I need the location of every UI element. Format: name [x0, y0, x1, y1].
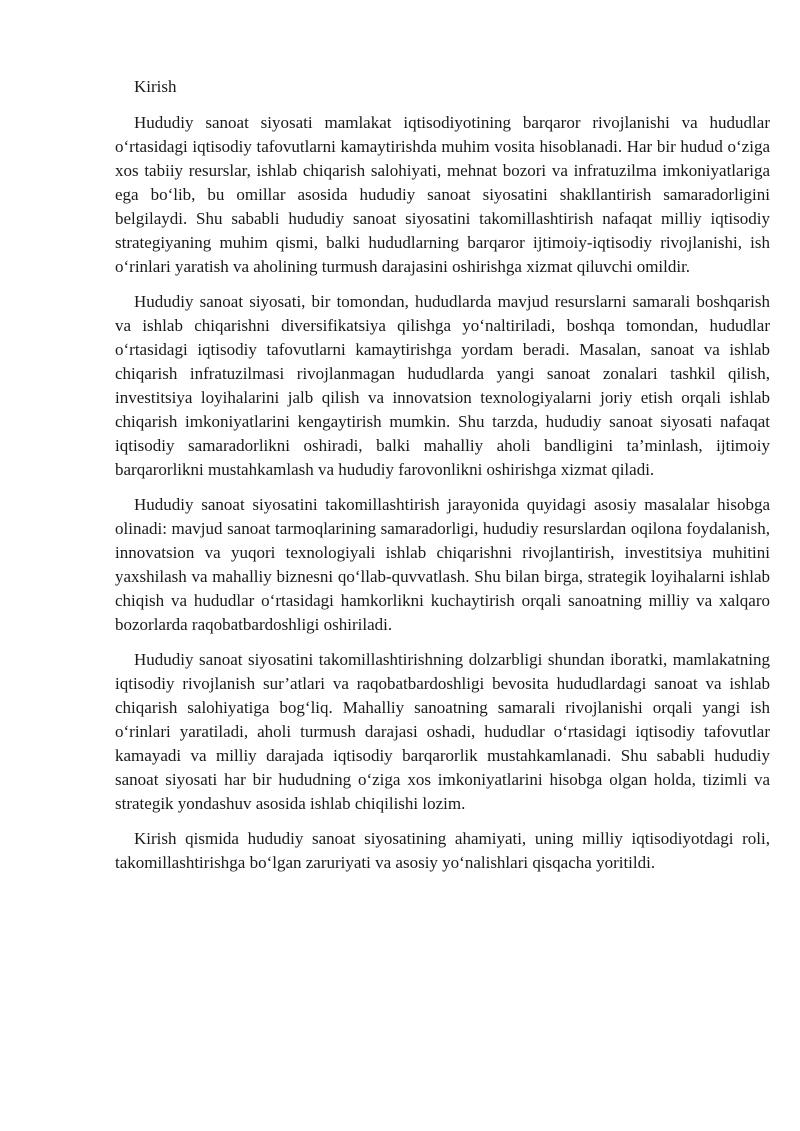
- paragraph-5: Kirish qismida hududiy sanoat siyosatining ahamiyati, uning milliy iqtisodiyotdagi roli, takomillashtirishga bo‘lgan zaruriyati va asosiy yo‘nalishlari qisqacha yoritildi.: [115, 829, 770, 872]
- section-heading: Kirish: [134, 77, 177, 96]
- document-body: [115, 111, 770, 886]
- paragraph-3: Hududiy sanoat siyosatini takomillashtirish jarayonida quyidagi asosiy masalalar hisobga olinadi: mavjud sanoat tarmoqlarining samaradorligi, hududiy resurslardan oqilona foydalanish, innovatsion va yuqori texnologiyali ishlab chiqarishni rivojlantirish, investitsiya muhitini yaxshilash va mahalliy biznesni qo‘llab-quvvatlash. Shu bilan birga, strategik loyihalarni ishlab chiqish va hududlar o‘rtasidagi hamkorlikni kuchaytirish orqali sanoatning milliy va xalqaro bozorlarda raqobatbardoshligi oshiriladi.: [115, 495, 770, 634]
- paragraph-2: Hududiy sanoat siyosati, bir tomondan, hududlarda mavjud resurslarni samarali boshqarish va ishlab chiqarishni diversifikatsiya qilishga yo‘naltiriladi, boshqa tomondan, hududlar o‘rtasidagi iqtisodiy tafovutlarni kamaytirishga yordam beradi. Masalan, sanoat va ishlab chiqarish infratuzilmasi rivojlanmagan hududlarda yangi sanoat zonalari tashkil qilish, investitsiya loyihalarini jalb qilish va innovatsion texnologiyalarni joriy etish orqali ishlab chiqarish imkoniyatlarini kengaytirish mumkin. Shu tarzda, hududiy sanoat siyosati nafaqat iqtisodiy samaradorlikni oshiradi, balki mahalliy aholi bandligini ta’minlash, ijtimoiy barqarorlikni mustahkamlash va hududiy farovonlikni oshirishga xizmat qiladi.: [115, 292, 770, 479]
- paragraph-1: Hududiy sanoat siyosati mamlakat iqtisodiyotining barqaror rivojlanishi va hududlar o‘rtasidagi iqtisodiy tafovutlarni kamaytirishda muhim vosita hisoblanadi. Har bir hudud o‘ziga xos tabiiy resurslar, ishlab chiqarish salohiyati, mehnat bozori va infratuzilma imkoniyatlariga ega bo‘lib, bu omillar asosida hududiy sanoat siyosatini shakllantirish samaradorligini belgilaydi. Shu sababli hududiy sanoat siyosatini takomillashtirish nafaqat milliy iqtisodiy strategiyaning muhim qismi, balki hududlarning barqaror ijtimoiy-iqtisodiy rivojlanishi, ish o‘rinlari yaratish va aholining turmush darajasini oshirishga xizmat qiluvchi omildir.: [115, 113, 770, 276]
- paragraph-4: Hududiy sanoat siyosatini takomillashtirishning dolzarbligi shundan iboratki, mamlakatning iqtisodiy rivojlanish sur’atlari va raqobatbardoshligi bevosita hududlardagi sanoat va ishlab chiqarish salohiyatiga bog‘liq. Mahalliy sanoatning samarali rivojlanishi orqali yangi ish o‘rinlari yaratiladi, aholi turmush darajasi oshadi, hududlar o‘rtasidagi iqtisodiy tafovutlar kamayadi va milliy darajada iqtisodiy barqarorlik mustahkamlanadi. Shu sababli hududiy sanoat siyosati har bir hududning o‘ziga xos imkoniyatlarini hisobga olgan holda, tizimli va strategik yondashuv asosida ishlab chiqilishi lozim.: [115, 650, 770, 813]
